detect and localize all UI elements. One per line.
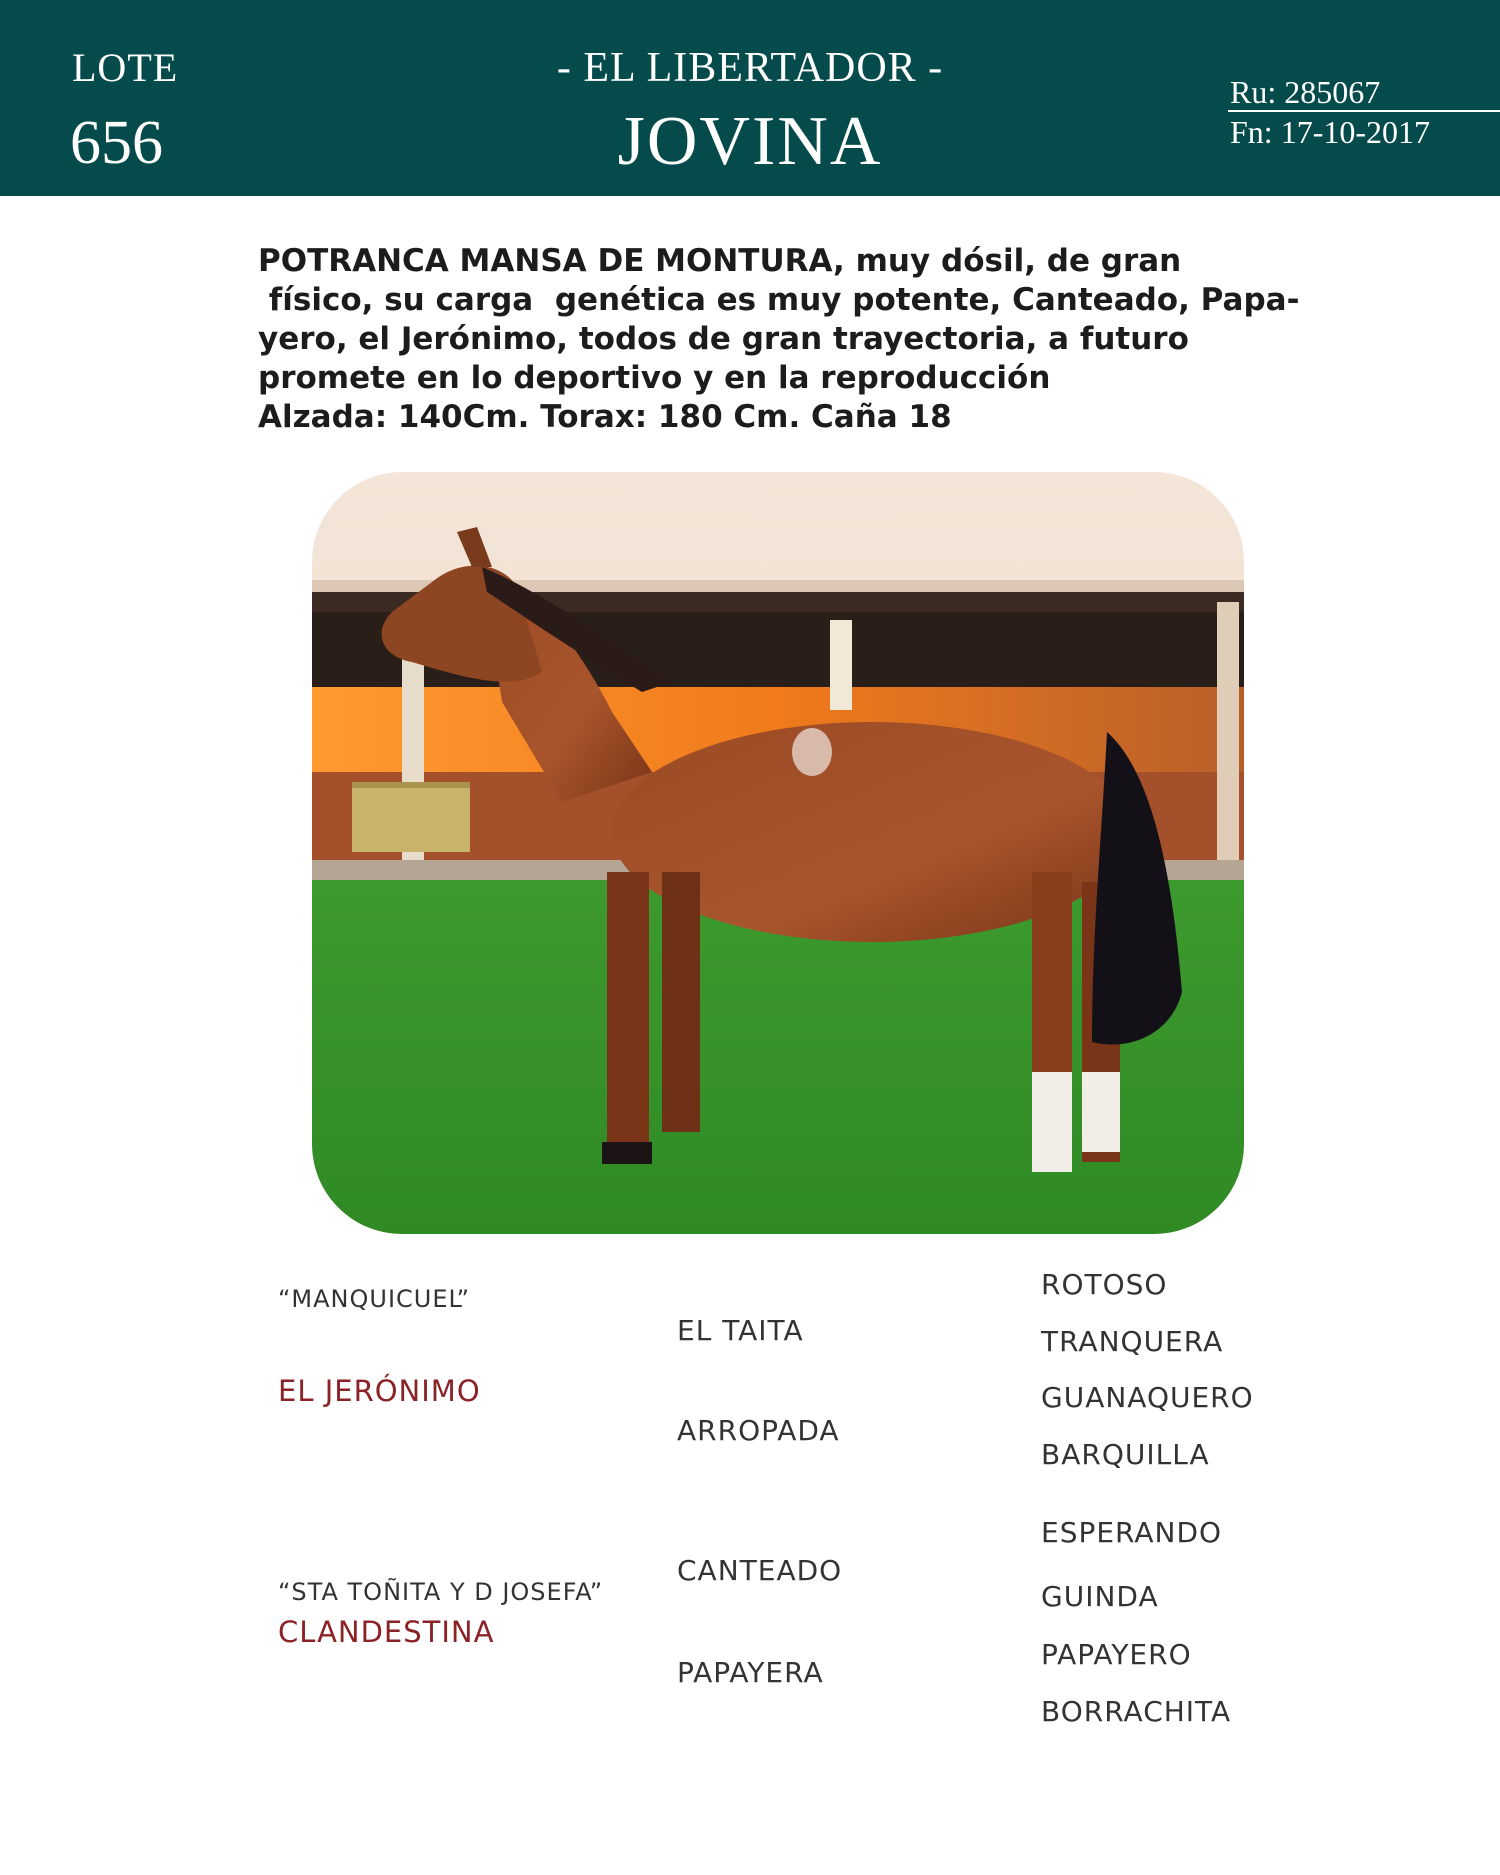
great-grandparent-name: GUANAQUERO xyxy=(1041,1381,1254,1414)
header-banner xyxy=(0,0,1500,196)
lot-number: 656 xyxy=(70,109,163,177)
description-line: Alzada: 140Cm. Torax: 180 Cm. Caña 18 xyxy=(258,399,952,435)
great-grandparent-name: ESPERANDO xyxy=(1041,1516,1223,1549)
dam-breeder: “STA TOÑITA Y D JOSEFA” xyxy=(278,1578,604,1606)
sire-name: EL JERÓNIMO xyxy=(278,1374,481,1408)
description-line: POTRANCA MANSA DE MONTURA, muy dósil, de gran xyxy=(258,243,1182,279)
horse-name: JOVINA xyxy=(617,103,883,180)
great-grandparent-name: PAPAYERO xyxy=(1041,1638,1192,1671)
birth-date: Fn: 17-10-2017 xyxy=(1230,114,1430,150)
description-line: promete en lo deportivo y en la reproducción xyxy=(258,360,1051,396)
great-grandparent-name: TRANQUERA xyxy=(1041,1325,1224,1358)
horse-description xyxy=(258,242,1298,437)
description-line: yero, el Jerónimo, todos de gran trayectoria, a futuro xyxy=(258,321,1189,357)
great-grandparent-name: BARQUILLA xyxy=(1041,1438,1210,1471)
grandparent-name: CANTEADO xyxy=(677,1554,843,1587)
registration-info xyxy=(1230,72,1430,152)
grandparent-name: ARROPADA xyxy=(677,1414,840,1447)
divider xyxy=(1228,110,1500,112)
great-grandparent-name: BORRACHITA xyxy=(1041,1695,1232,1728)
great-grandparent-name: GUINDA xyxy=(1041,1580,1159,1613)
farm-name: - EL LIBERTADOR - xyxy=(556,45,944,91)
grandparent-name: PAPAYERA xyxy=(677,1656,824,1689)
registration-number: Ru: 285067 xyxy=(1230,74,1381,110)
horse-photo xyxy=(312,472,1244,1234)
description-line: físico, su carga genética es muy potente, Canteado, Papa- xyxy=(258,282,1300,318)
grandparent-name: EL TAITA xyxy=(677,1314,804,1347)
great-grandparent-name: ROTOSO xyxy=(1041,1268,1168,1301)
lot-label: LOTE xyxy=(72,45,179,90)
dam-name: CLANDESTINA xyxy=(278,1615,495,1649)
sire-breeder: “MANQUICUEL” xyxy=(278,1285,471,1313)
horse-photo-illustration xyxy=(312,472,1244,1234)
